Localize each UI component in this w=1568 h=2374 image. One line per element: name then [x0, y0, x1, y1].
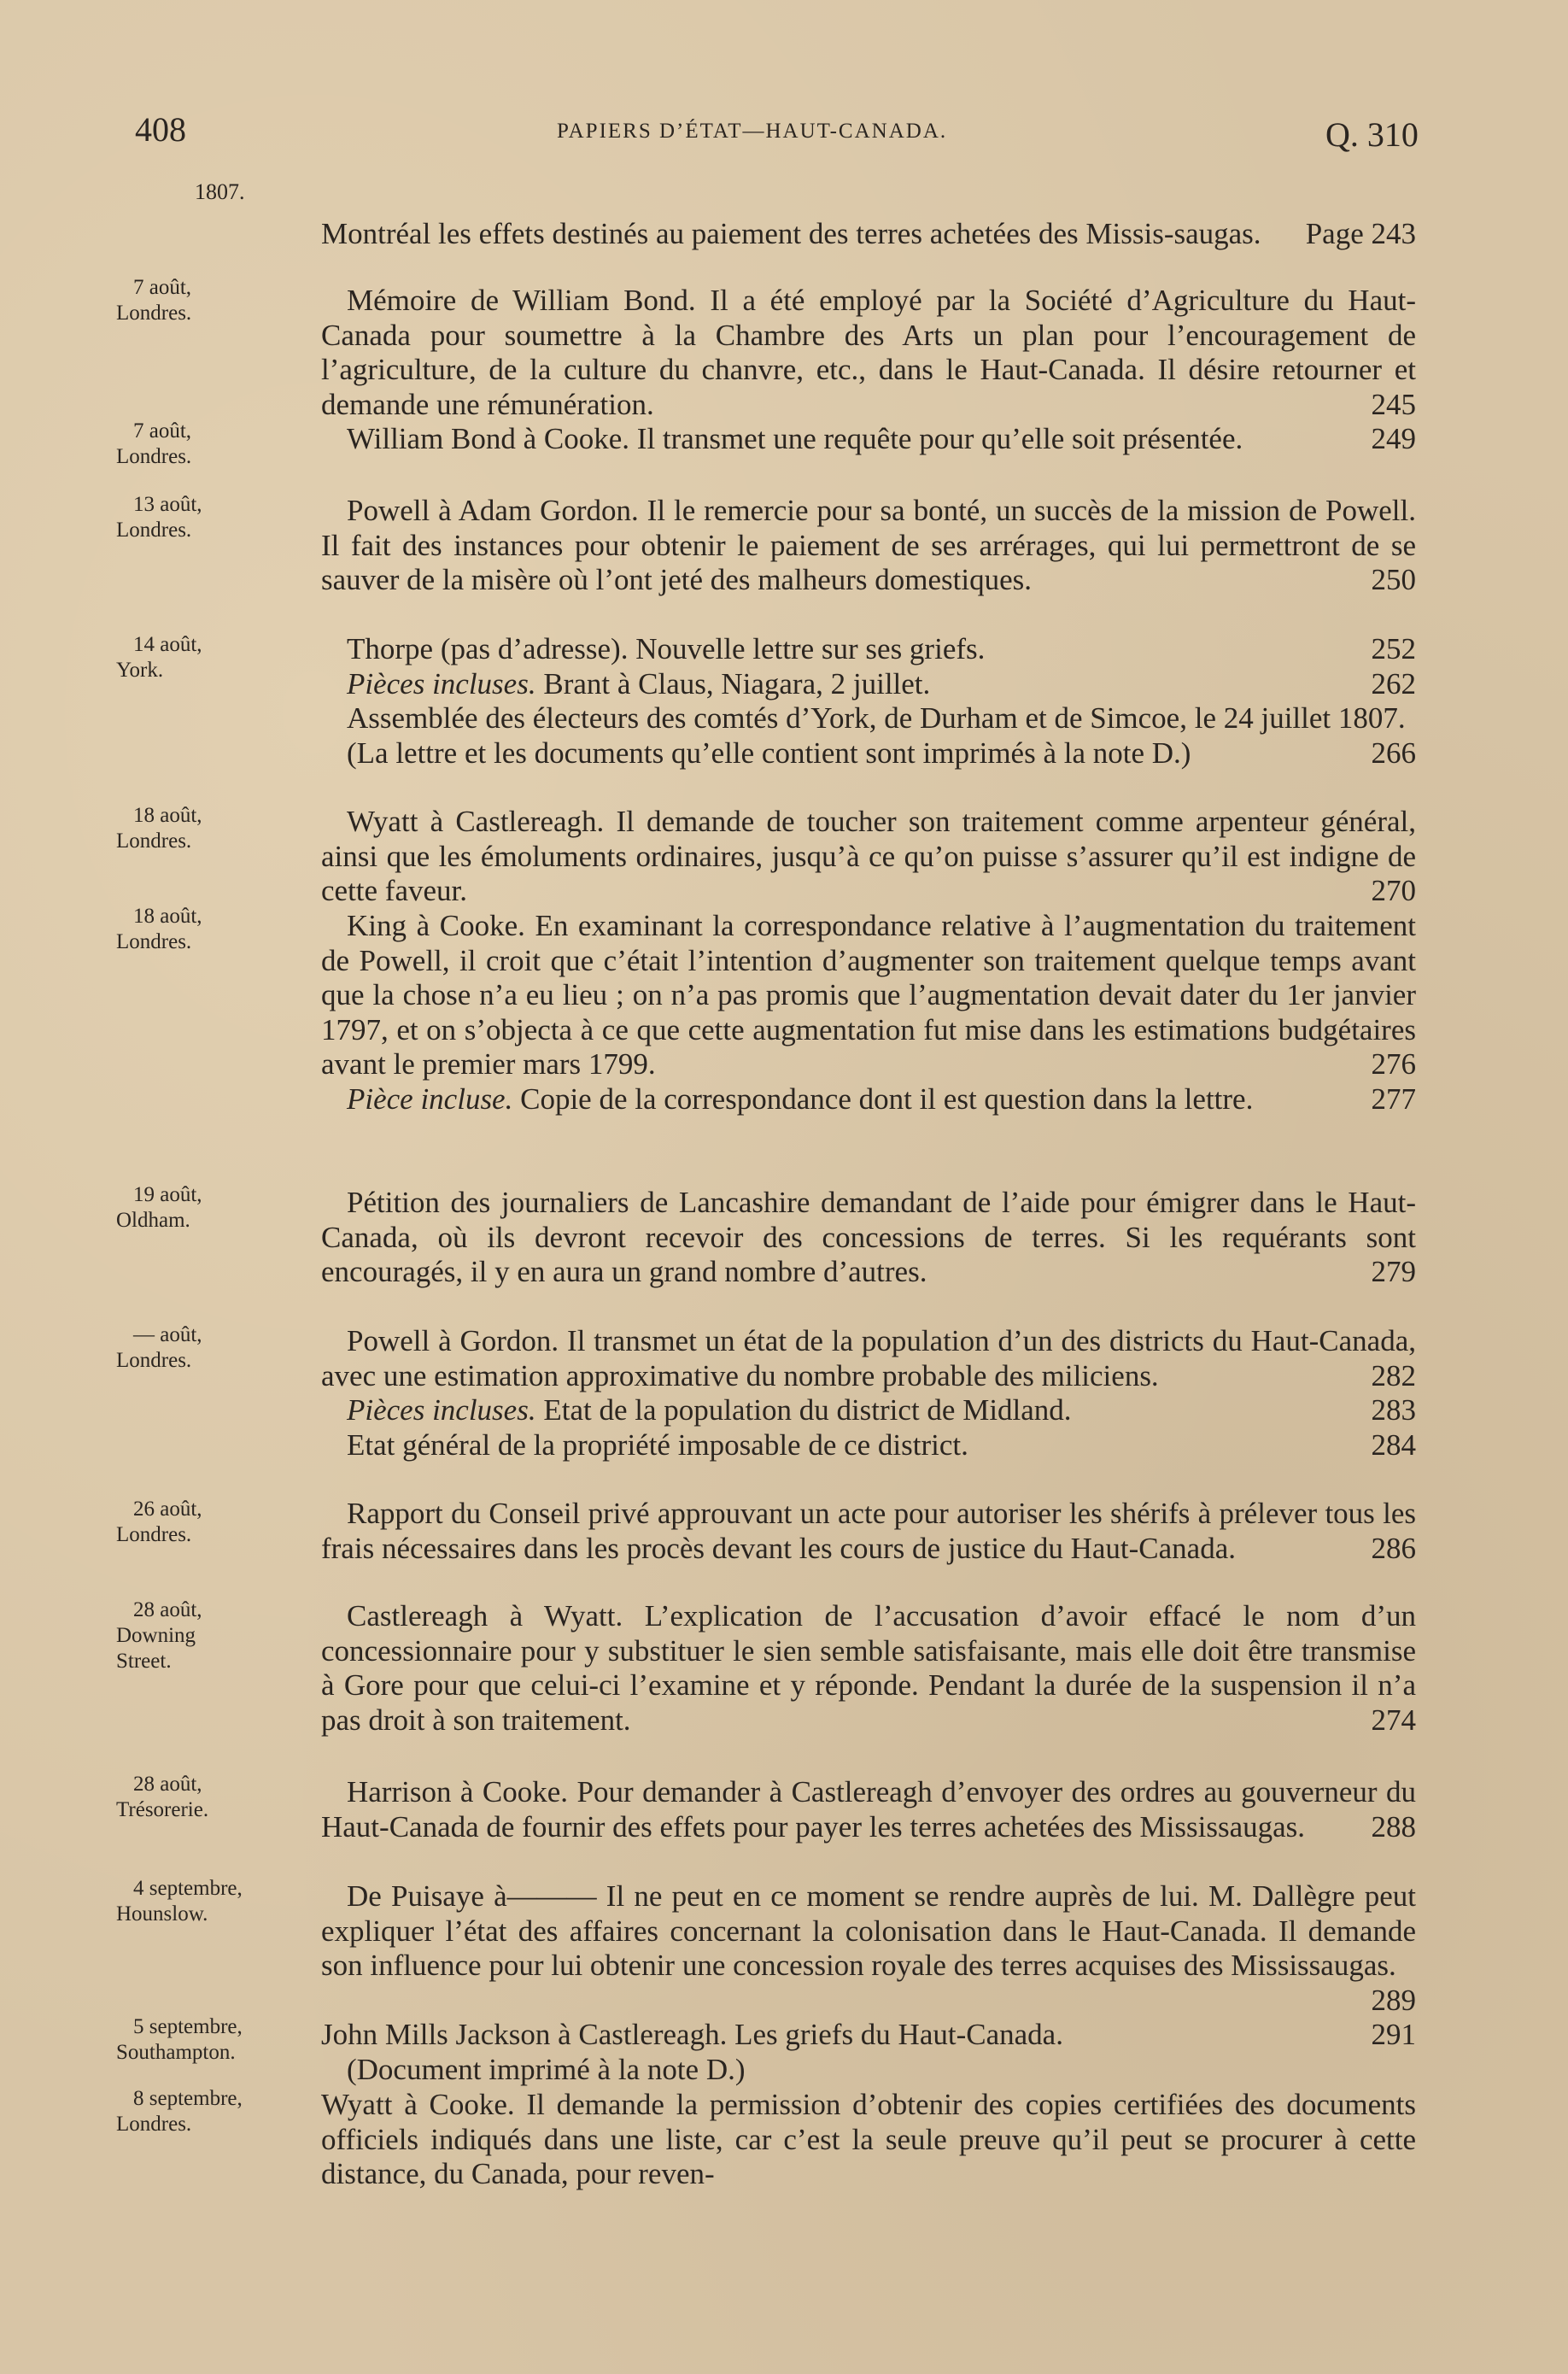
- volume-reference: Q. 310: [1325, 115, 1419, 154]
- entry-date: 28 août,: [133, 1773, 202, 1796]
- entry-text: William Bond à Cooke. Il transmet une requête pour qu’elle soit présentée.: [347, 422, 1243, 455]
- entry-text: John Mills Jackson à Castlereagh. Les griefs du Haut-Canada.: [321, 2018, 1063, 2051]
- entry-date-place: [116, 1182, 304, 1234]
- entry-place: Southampton.: [116, 2041, 236, 2064]
- entry-place: Londres.: [116, 2113, 192, 2136]
- page-ref: 276: [1371, 1047, 1416, 1081]
- entry-text: Castlereagh à Wyatt. L’explication de l’accusation d’avoir effacé le nom d’un concessionnaire pour y substituer le sien semble satisfaisante, mais elle doit être transmise à Gore pour que celui-ci l’examine et y réponde. Pendant la durée de la suspension il n’a pas droit à son traitement.: [321, 1599, 1416, 1737]
- entry: [321, 494, 1416, 598]
- entry-date: 14 août,: [133, 633, 202, 656]
- enclosure-text: Etat de la population du district de Midland.: [543, 1393, 1072, 1427]
- entry-place: Oldham.: [116, 1209, 190, 1232]
- entry-date-place: [116, 419, 304, 470]
- entry-continuation: [321, 217, 1416, 252]
- page-ref: 249: [1371, 422, 1416, 455]
- entry: [321, 1497, 1416, 1566]
- entry-text: Rapport du Conseil privé approuvant un acte pour autoriser les shérifs à prélever tous les frais nécessaires dans les procès devant les cours de justice du Haut-Canada.: [321, 1497, 1416, 1565]
- entry-place: Londres.: [116, 1523, 192, 1546]
- entry-date: 18 août,: [133, 905, 202, 928]
- page-ref: 284: [1371, 1427, 1416, 1462]
- entry-date-place: [116, 275, 304, 326]
- entry-date-place: [116, 1597, 304, 1674]
- page-ref: 274: [1371, 1703, 1416, 1737]
- entry-date-place: [116, 2086, 304, 2137]
- entry-date-place: [116, 632, 304, 683]
- entry-date-place: [116, 1772, 304, 1823]
- entry-date: 26 août,: [133, 1498, 202, 1521]
- entry-place: Trésorerie.: [116, 1798, 209, 1821]
- entry-place: Londres.: [116, 829, 192, 853]
- entry-text: Mémoire de William Bond. Il a été employé par la Société d’Agriculture du Haut-Canada pour soumettre à la Chambre des Arts un plan pour l’encouragement de l’agriculture, de la culture du chanvre, etc., dans le Haut-Canada. Il désire retourner et demande une rémunération.: [321, 284, 1416, 421]
- entry-date-place: [116, 492, 304, 543]
- entry: [321, 909, 1416, 1117]
- running-title: PAPIERS D’ÉTAT—HAUT-CANADA.: [557, 120, 948, 143]
- entry-place: Londres.: [116, 1349, 192, 1372]
- entry: [321, 805, 1416, 909]
- entry-text: Powell à Gordon. Il transmet un état de la population d’un des districts du Haut-Canada, avec une estimation approximative du nombre probable des miliciens.: [321, 1324, 1416, 1392]
- entry-text: Harrison à Cooke. Pour demander à Castlereagh d’envoyer des ordres au gouverneur du Haut-Canada de fournir des effets pour payer les terres achetées des Mississaugas.: [321, 1775, 1416, 1844]
- note: (La lettre et les documents qu’elle contient sont imprimés à la note D.): [347, 736, 1191, 770]
- entry: [321, 1324, 1416, 1463]
- entry-place: York.: [116, 659, 164, 682]
- page-ref: 250: [1371, 563, 1416, 596]
- entry: [321, 284, 1416, 422]
- page-ref: 282: [1371, 1358, 1416, 1392]
- entry-date-place: [116, 1497, 304, 1548]
- page-ref: 289: [1371, 1983, 1416, 2017]
- page-number: 408: [135, 110, 186, 149]
- entry: [321, 632, 1416, 771]
- entry: [321, 1879, 1416, 2018]
- enclosure-label: Pièces incluses.: [347, 1393, 536, 1427]
- entry-date: 4 septembre,: [133, 1877, 243, 1900]
- page-ref: 270: [1371, 874, 1416, 907]
- entry-text: Wyatt à Cooke. Il demande la permission d’obtenir des copies certifiées des documents officiels indiqués dans une liste, car c’est la seule preuve qu’il peut se procurer à cette distance, du Canada, pour reven-: [321, 2088, 1416, 2190]
- entry-text: De Puisaye à——— Il ne peut en ce moment se rendre auprès de lui. M. Dallègre peut expliquer l’état des affaires concernant la colonisation dans le Haut-Canada. Il demande son influence pour lui obtenir une concession royale des terres acquises des Mississaugas.: [321, 1879, 1416, 1982]
- page-ref: 279: [1371, 1255, 1416, 1288]
- entry-date: 18 août,: [133, 804, 202, 827]
- page-ref: 277: [1371, 1081, 1416, 1116]
- page-ref: Page 243: [1305, 217, 1416, 250]
- note: (Document imprimé à la note D.): [347, 2052, 746, 2086]
- entry-date: 19 août,: [133, 1183, 202, 1206]
- entry-date-place: [116, 2014, 304, 2066]
- page-ref: 266: [1371, 736, 1416, 770]
- entry-date: 7 août,: [133, 276, 192, 299]
- entry-place: Hounslow.: [116, 1902, 208, 1926]
- entry: [321, 422, 1416, 457]
- entry-date: 8 septembre,: [133, 2087, 243, 2110]
- entry: [321, 2088, 1416, 2192]
- entry-text: Wyatt à Castlereagh. Il demande de toucher son traitement comme arpenteur général, ainsi que les émoluments ordinaires, jusqu’à ce qu’on puisse s’assurer qu’il est indigne de cette faveur.: [321, 805, 1416, 907]
- page-ref: 291: [1371, 2018, 1416, 2051]
- entry: [321, 2018, 1416, 2087]
- entry-place: Downing: [116, 1624, 196, 1647]
- entry-text: King à Cooke. En examinant la correspondance relative à l’augmentation du traitement de Powell, il croit que c’était l’intention d’augmenter son traitement quelque temps avant que la chose n’a eu lieu ; on n’a pas promis que l’augmentation devait dater du 1er janvier 1797, et on s’objecta à ce que cette augmentation fut mise dans les estimations budgétaires avant le premier mars 1799.: [321, 909, 1416, 1081]
- entry-date: — août,: [133, 1323, 202, 1346]
- enclosure-text: Etat général de la propriété imposable de ce district.: [347, 1427, 968, 1462]
- entry-date-place: [116, 1322, 304, 1374]
- entry-date-place: [116, 904, 304, 955]
- page-ref: 262: [1371, 666, 1416, 700]
- entry: [321, 1186, 1416, 1290]
- entry-date-place: [116, 1876, 304, 1927]
- page-ref: 288: [1371, 1809, 1416, 1844]
- entry-place: Londres.: [116, 445, 192, 468]
- enclosure-label: Pièces incluses.: [347, 666, 536, 700]
- enclosure-text: Copie de la correspondance dont il est question dans la lettre.: [520, 1081, 1254, 1116]
- entry-date: 5 septembre,: [133, 2015, 243, 2038]
- entry: [321, 1775, 1416, 1844]
- enclosure-text: Brant à Claus, Niagara, 2 juillet.: [543, 666, 931, 700]
- entry: [321, 1599, 1416, 1738]
- page-ref: 245: [1371, 387, 1416, 421]
- entry-place: Londres.: [116, 302, 192, 325]
- entry-place: Londres.: [116, 519, 192, 542]
- entry-text: Pétition des journaliers de Lancashire demandant de l’aide pour émigrer dans le Haut-Canada, où ils devront recevoir des concessions de terres. Si les requérants sont encouragés, il y en aura un grand nombre d’autres.: [321, 1186, 1416, 1288]
- year-heading: 1807.: [195, 179, 245, 204]
- entry-date: 28 août,: [133, 1598, 202, 1621]
- enclosure-label: Pièce incluse.: [347, 1081, 513, 1116]
- entry-place: Street.: [116, 1650, 172, 1673]
- entry-text: Montréal les effets destinés au paiement des terres achetées des Missis-saugas.: [321, 217, 1261, 250]
- page-ref: 252: [1371, 632, 1416, 665]
- entry-text: Thorpe (pas d’adresse). Nouvelle lettre sur ses griefs.: [347, 632, 986, 665]
- entry-date: 13 août,: [133, 493, 202, 516]
- entry-date-place: [116, 803, 304, 854]
- page-ref: 286: [1371, 1531, 1416, 1565]
- entry-place: Londres.: [116, 930, 192, 953]
- enclosure-text: Assemblée des électeurs des comtés d’York, de Durham et de Simcoe, le 24 juillet 1807.: [347, 701, 1406, 735]
- entry-text: Powell à Adam Gordon. Il le remercie pour sa bonté, un succès de la mission de Powell. Il fait des instances pour obtenir le paiement de ses arrérages, qui lui permettront de se sauver de la misère où l’ont jeté des malheurs domestiques.: [321, 494, 1416, 596]
- entry-date: 7 août,: [133, 419, 192, 443]
- page-ref: 283: [1371, 1393, 1416, 1427]
